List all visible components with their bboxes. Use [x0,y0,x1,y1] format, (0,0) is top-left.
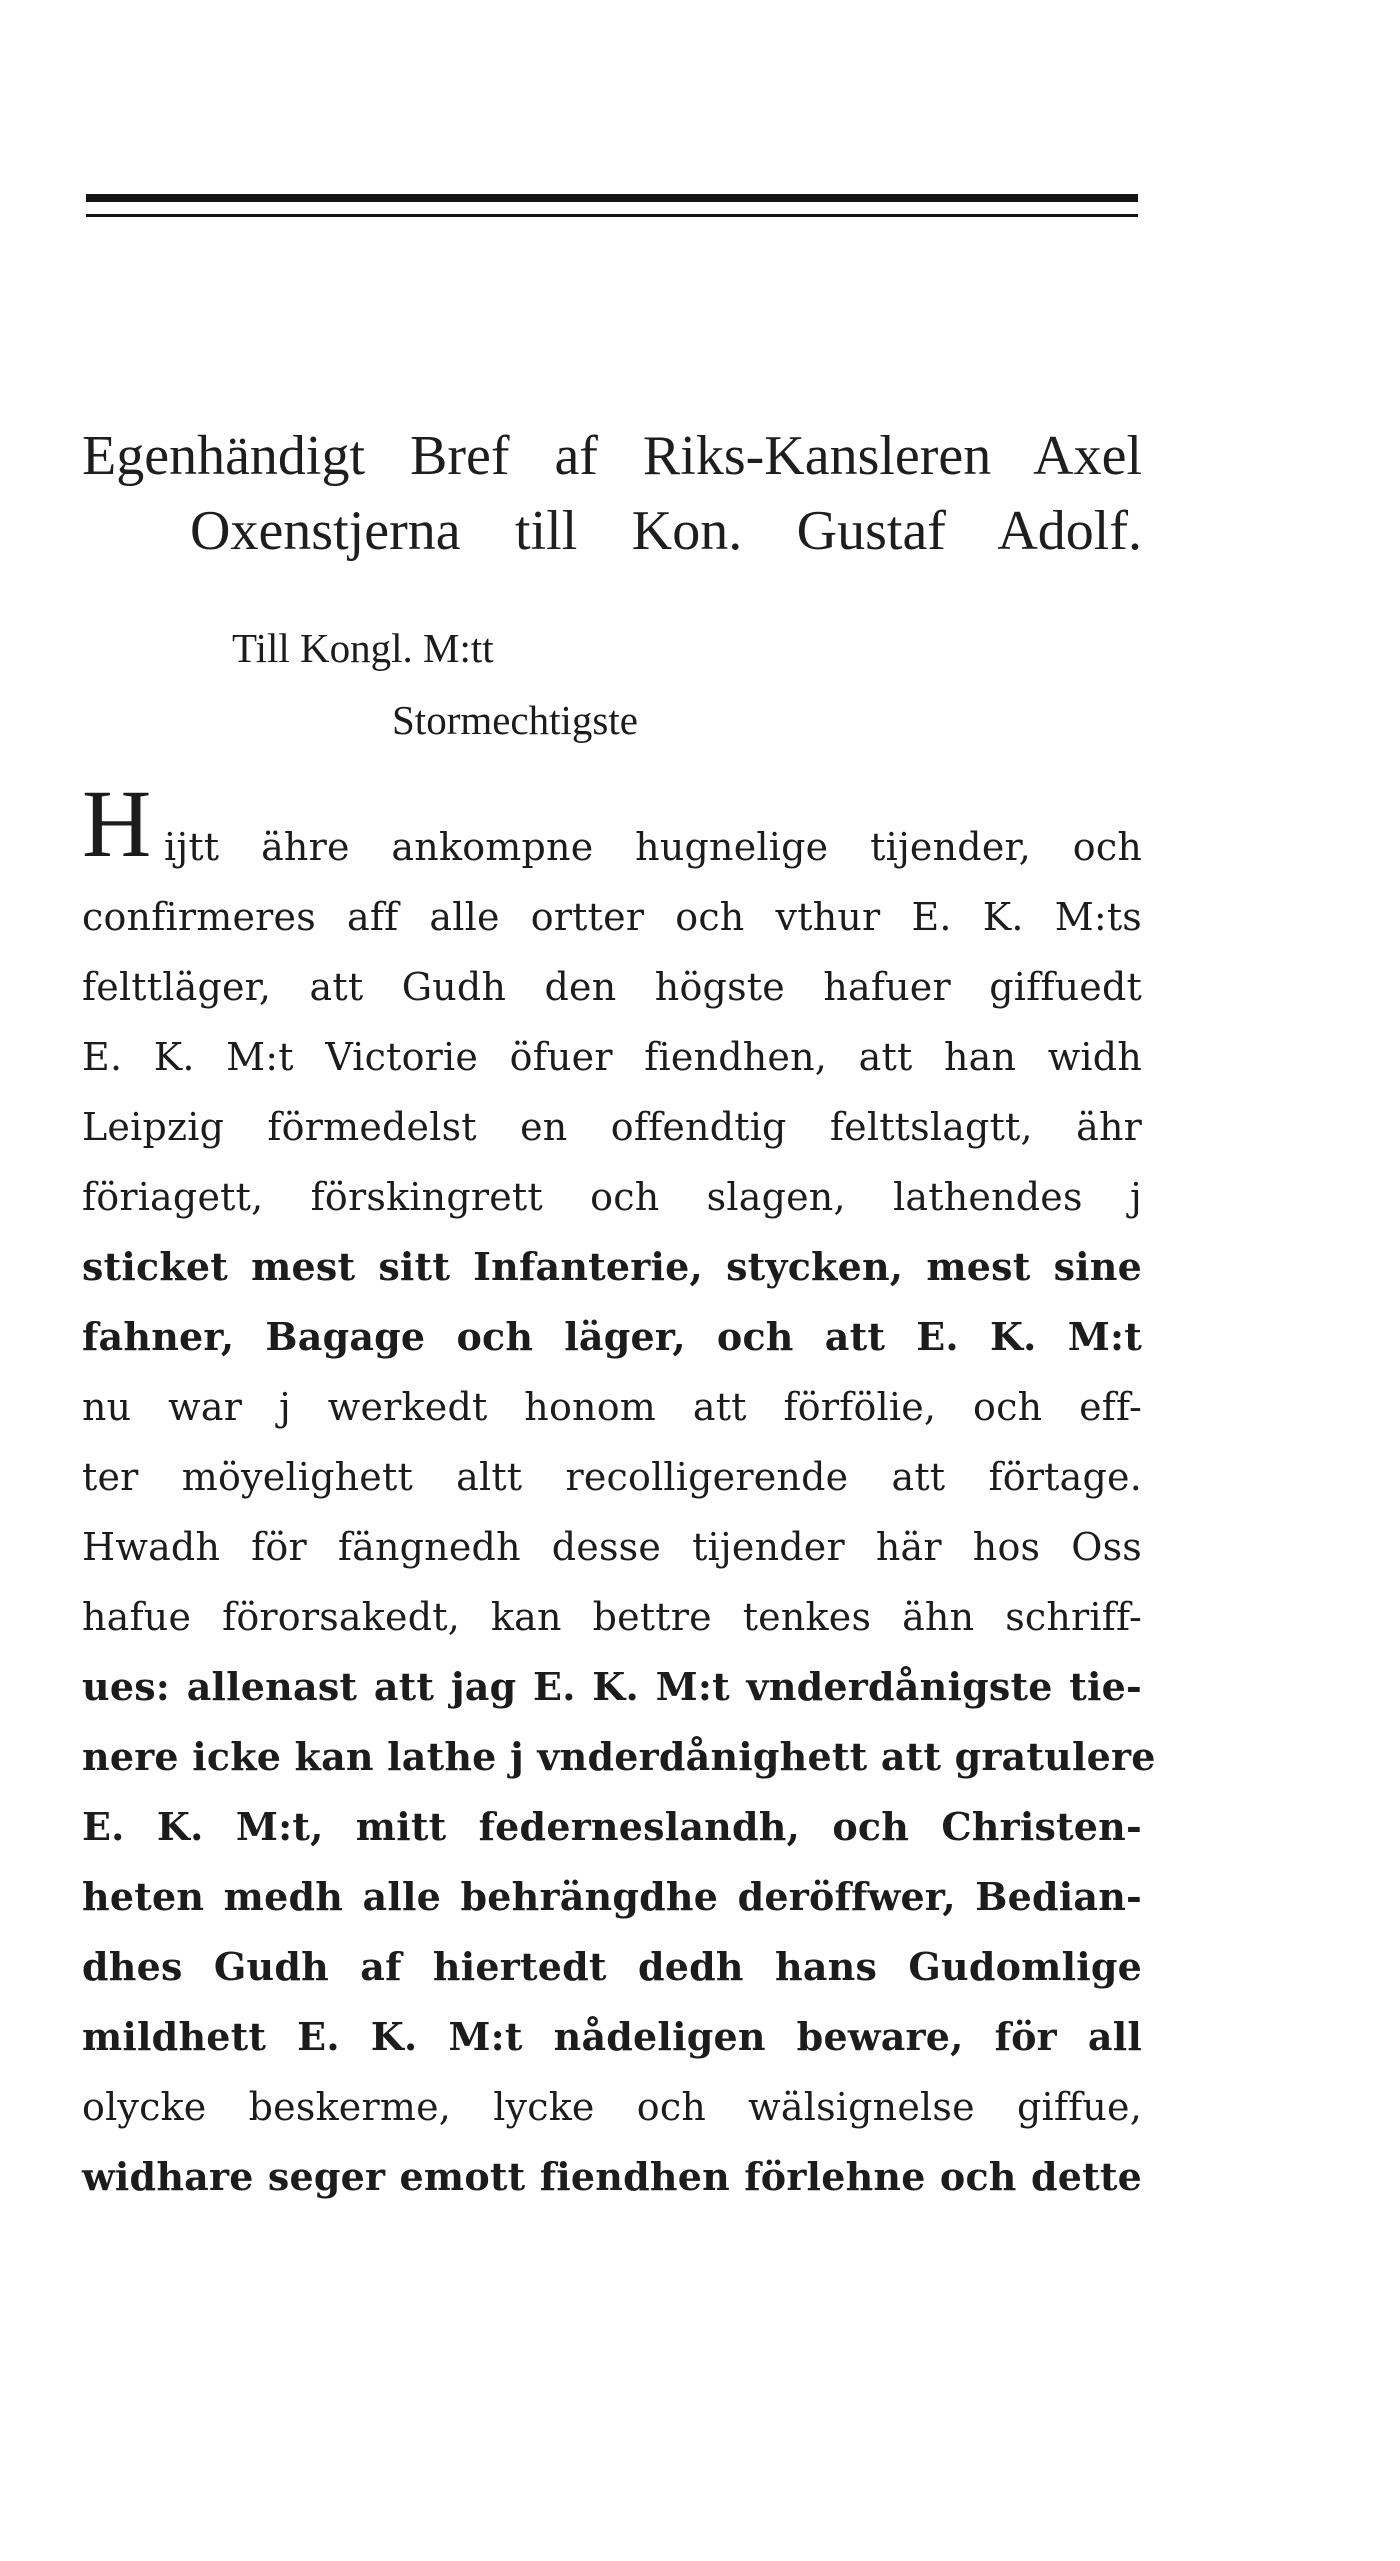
body-line-8: fahner, Bagage och läger, och att E. K. M:t [82,1314,1142,1359]
body-line-11: Hwadh för fängnedh desse tijender här hos Oss [82,1525,1142,1569]
body-line-13: ues: allenast att jag E. K. M:t vnderdånigste tie- [82,1664,1142,1709]
body-line-20: widhare seger emott fiendhen förlehne och dette [82,2154,1142,2199]
body-line-6: föriagett, förskingrett och slagen, lathendes j [82,1175,1142,1219]
address-line-1: Till Kongl. M:tt [232,625,494,671]
drop-cap: H [82,770,152,877]
address-line-2: Stormechtigste [392,697,638,743]
body-line-16: heten medh alle behrängdhe deröffwer, Bedian- [82,1874,1142,1919]
body-line-12: hafue förorsakedt, kan bettre tenkes ähn schriff- [82,1595,1142,1639]
body-line-18: mildhett E. K. M:t nådeligen beware, för all [82,2014,1142,2059]
body-line-15: E. K. M:t, mitt federneslandh, och Christen- [82,1804,1142,1849]
body-line-9: nu war j werkedt honom att förfölie, och eff- [82,1385,1142,1429]
body-line-7: sticket mest sitt Infanterie, stycken, mest sine [82,1244,1142,1289]
title-line-2: Oxenstjerna till Kon. Gustaf Adolf. [190,500,1142,562]
body-line-4: E. K. M:t Victorie öfuer fiendhen, att han widh [82,1035,1142,1079]
body-line-10: ter möyelighett altt recolligerende att förtage. [82,1455,1142,1499]
body-line-1: ijtt ähre ankompne hugnelige tijender, och [164,825,1142,869]
body-line-19: olycke beskerme, lycke och wälsignelse giffue, [82,2085,1142,2129]
body-line-2: confirmeres aff alle ortter och vthur E. K. M:ts [82,895,1142,939]
body-line-3: felttläger, att Gudh den högste hafuer giffuedt [82,965,1142,1009]
title-line-1: Egenhändigt Bref af Riks-Kansleren Axel [82,425,1142,487]
top-rule-thick [86,194,1138,202]
body-line-14: nere icke kan lathe j vnderdånighett att gratulere [82,1734,1156,1779]
body-line-17: dhes Gudh af hiertedt dedh hans Gudomlige [82,1944,1142,1989]
body-line-5: Leipzig förmedelst en offendtig felttslagtt, ähr [82,1105,1142,1149]
top-rule-thin [86,214,1138,217]
